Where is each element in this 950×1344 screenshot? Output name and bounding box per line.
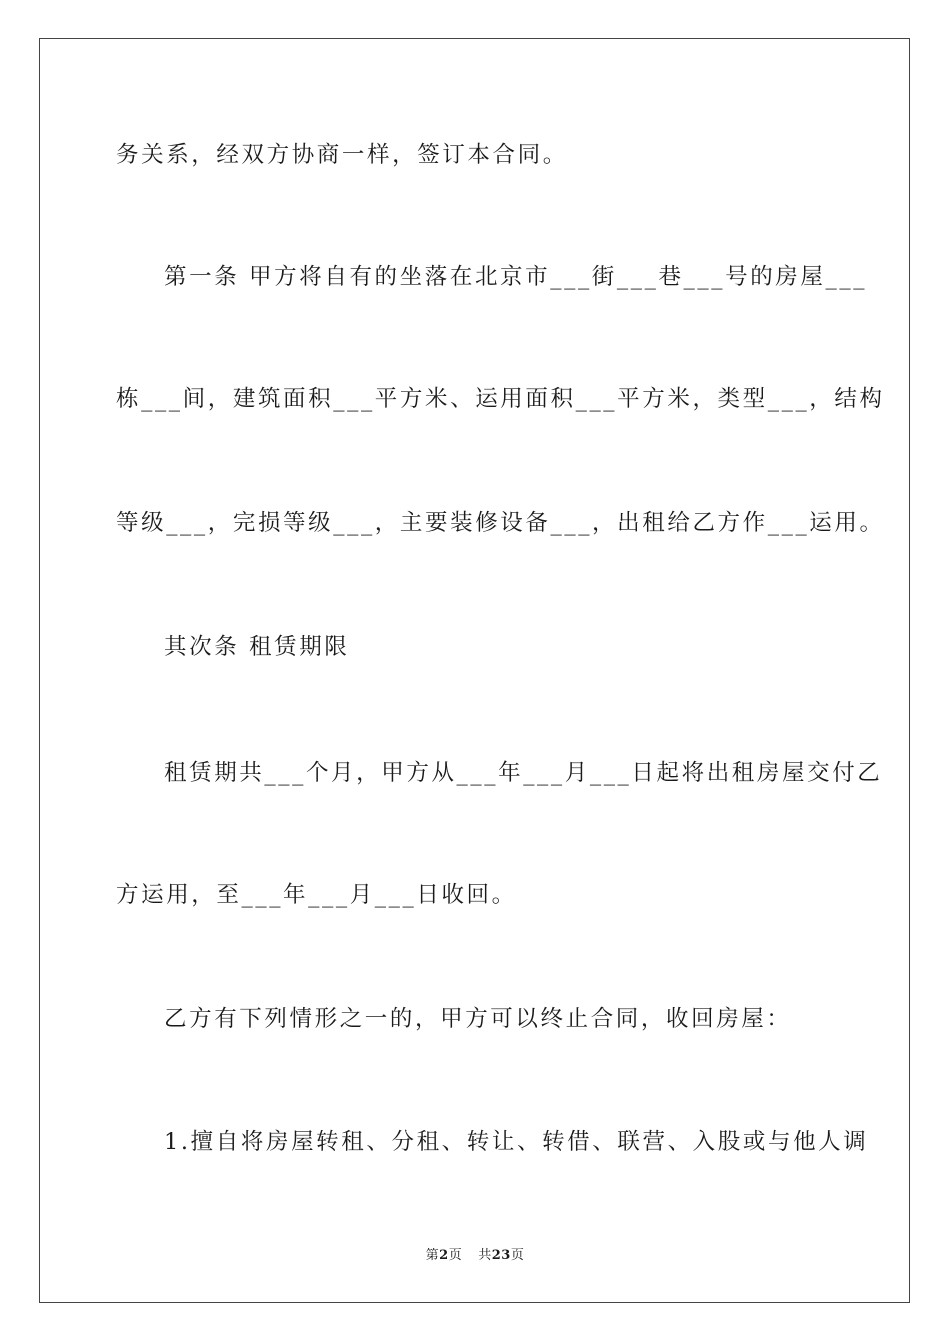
total-prefix: 共 xyxy=(478,1248,492,1263)
page-footer xyxy=(0,1247,950,1265)
page-suffix: 页 xyxy=(448,1248,463,1263)
lease-term-line-1: 租赁期共___个月，甲方从___年___月___日起将出租房屋交付乙 xyxy=(164,760,883,786)
page-number: 2 xyxy=(439,1248,449,1263)
lease-term-line-2: 方运用，至___年___月___日收回。 xyxy=(116,882,517,908)
termination-item-1-line: 1.擅自将房屋转租、分租、转让、转借、联营、入股或与他人调 xyxy=(164,1129,869,1155)
article-2-heading: 其次条 租赁期限 xyxy=(164,634,350,660)
total-suffix: 页 xyxy=(510,1248,525,1263)
termination-intro-line: 乙方有下列情形之一的，甲方可以终止合同，收回房屋： xyxy=(164,1006,792,1032)
paragraph-line-4: 等级___，完损等级___，主要装修设备___，出租给乙方作___运用。 xyxy=(116,510,885,536)
paragraph-line-3: 栋___间，建筑面积___平方米、运用面积___平方米，类型___，结构 xyxy=(116,386,885,412)
article-1-heading-line: 第一条 甲方将自有的坐落在北京市___街___巷___号的房屋___ xyxy=(164,264,868,290)
page-prefix: 第 xyxy=(425,1248,440,1263)
total-pages: 23 xyxy=(491,1248,511,1263)
paragraph-line-1: 务关系，经双方协商一样，签订本合同。 xyxy=(116,142,568,168)
page-border xyxy=(39,38,910,1303)
